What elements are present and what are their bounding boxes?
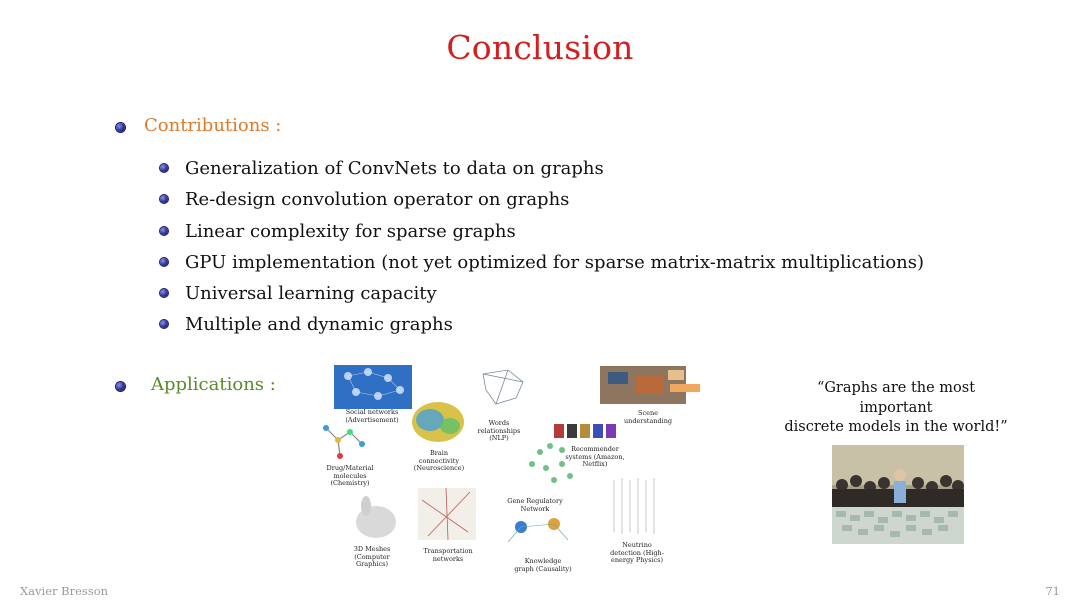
list-item	[160, 278, 924, 309]
contributions-bullet-icon	[116, 123, 125, 132]
caption-neutrino: Neutrino detection (High-energy Physics)	[610, 541, 664, 564]
list-item	[160, 153, 924, 184]
contribution-text: Universal learning capacity	[185, 283, 437, 305]
footer-author: Xavier Bresson	[20, 584, 109, 598]
applications-bullet-icon	[116, 382, 125, 391]
caption-meshes: 3D Meshes (Computer Graphics)	[353, 545, 391, 568]
list-item	[160, 184, 924, 215]
contribution-text: Generalization of ConvNets to data on graphs	[185, 158, 604, 179]
strang-photo	[832, 445, 964, 544]
sub-bullet-icon	[160, 320, 168, 328]
contribution-text: GPU implementation (not yet optimized for sparse matrix-matrix multiplications)	[185, 251, 925, 273]
sub-bullet-icon	[160, 227, 168, 235]
caption-social: Social networks (Advertisement)	[345, 408, 399, 424]
applications-heading: Applications :	[151, 374, 276, 395]
list-item	[160, 309, 924, 340]
caption-drug: Drug/Material molecules (Chemistry)	[326, 464, 374, 487]
applications-collage	[318, 360, 708, 575]
contributions-heading: Contributions :	[144, 115, 282, 136]
contribution-text: Linear complexity for sparse graphs	[185, 220, 516, 242]
contribution-text: Re-design convolution operator on graphs	[185, 189, 570, 211]
caption-transport: Transportation networks	[423, 547, 473, 563]
photo-illustration	[832, 445, 964, 544]
caption-scene: Scene understanding	[623, 409, 673, 425]
sub-bullet-icon	[160, 289, 168, 297]
caption-recommender: Recommender systems (Amazon, Netflix)	[565, 445, 625, 468]
contribution-text: Multiple and dynamic graphs	[185, 314, 453, 336]
caption-words: Words relationships (NLP)	[477, 419, 521, 442]
list-item	[160, 216, 924, 247]
list-item	[160, 247, 924, 278]
page-number: 71	[1045, 584, 1060, 598]
quote-line: discrete models in the world!”	[784, 419, 1008, 435]
caption-gene: Gene Regulatory Network	[507, 497, 563, 513]
caption-brain: Brain connectivity (Neuroscience)	[413, 449, 465, 472]
sub-bullet-icon	[160, 258, 168, 266]
quote-line: “Graphs are the most important	[816, 380, 976, 416]
caption-knowledge: Knowledge graph (Causality)	[514, 557, 572, 573]
sub-bullet-icon	[160, 195, 168, 203]
sub-bullet-icon	[160, 164, 168, 172]
slide-title: Conclusion	[446, 28, 634, 67]
contributions-list	[160, 153, 924, 341]
